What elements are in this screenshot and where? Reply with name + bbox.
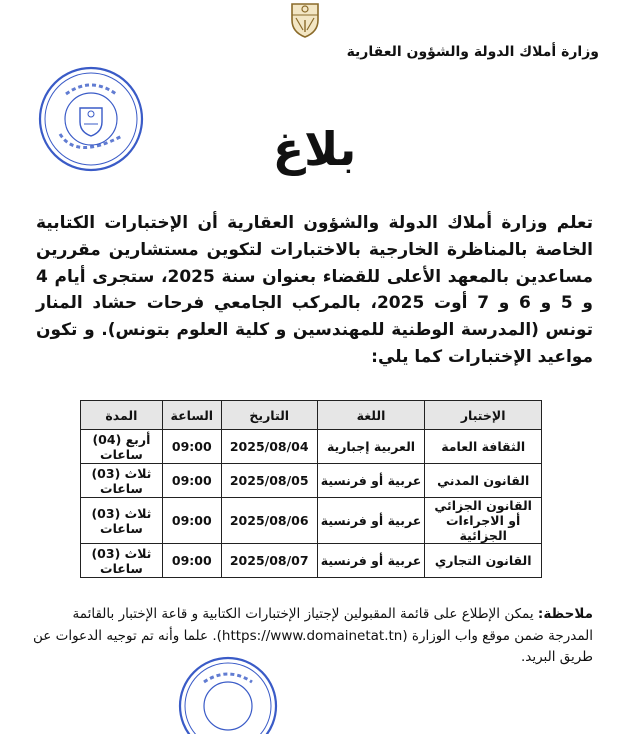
cell-language: عربية أو فرنسية xyxy=(317,464,425,498)
tunisia-coat-of-arms-icon xyxy=(288,0,322,38)
cell-duration: أربع (04) ساعات xyxy=(81,430,163,464)
note-text: يمكن الإطلاع على قائمة المقبولين لإجتياز الإختبارات الكتابية و قاعة الإختبار بالقائمة المدرجة ضمن موقع واب الوزارة (https://www.domainetat.tn). علما وأنه تم توجيه الدعوات عن طريق البريد. xyxy=(32,606,593,665)
ministry-name: وزارة أملاك الدولة والشؤون العقارية xyxy=(346,44,599,60)
cell-time: 09:00 xyxy=(162,544,221,578)
cell-date: 2025/08/07 xyxy=(221,544,317,578)
cell-language: عربية أو فرنسية xyxy=(317,498,425,544)
cell-exam: الثقافة العامة xyxy=(425,430,542,464)
cell-date: 2025/08/05 xyxy=(221,464,317,498)
header-duration: المدة xyxy=(81,401,163,430)
announcement-paragraph: تعلم وزارة أملاك الدولة والشؤون العقارية أن الإختبارات الكتابية الخاصة بالمناظرة الخارجية بالاختبارات لتكوين مستشارين مقررين مساعدين بالمعهد الأعلى للقضاء بعنوان سنة 2025، ستجرى أيام 4 و 5 و 6 و 7 أوت 2025، بالمركب الجامعي فرحات حشاد المنار تونس (المدرسة الوطنية للمهندسين و كلية العلوم بتونس). و تكون مواعيد الإختبارات كما يلي: xyxy=(36,213,593,367)
cell-exam: القانون المدني xyxy=(425,464,542,498)
header-exam: الإختبار xyxy=(425,401,542,430)
cell-duration: ثلاث (03) ساعات xyxy=(81,464,163,498)
note-label: ملاحظة: xyxy=(537,606,593,622)
cell-language: عربية أو فرنسية xyxy=(317,544,425,578)
page-title: بلاغ xyxy=(272,122,357,176)
cell-date: 2025/08/06 xyxy=(221,498,317,544)
cell-time: 09:00 xyxy=(162,498,221,544)
header-time: الساعة xyxy=(162,401,221,430)
header-date: التاريخ xyxy=(221,401,317,430)
note xyxy=(32,604,593,669)
table-row xyxy=(81,464,542,498)
cell-duration: ثلاث (03) ساعات xyxy=(81,498,163,544)
cell-duration: ثلاث (03) ساعات xyxy=(81,544,163,578)
cell-language: العربية إجبارية xyxy=(317,430,425,464)
exam-schedule-table xyxy=(80,400,542,578)
table-row xyxy=(81,544,542,578)
header-language: اللغة xyxy=(317,401,425,430)
table-row xyxy=(81,430,542,464)
cell-exam: القانون الجزائي أو الاجراءات الجزائية xyxy=(425,498,542,544)
cell-time: 09:00 xyxy=(162,464,221,498)
table-header-row xyxy=(81,401,542,430)
cell-exam: القانون التجاري xyxy=(425,544,542,578)
table-row xyxy=(81,498,542,544)
cell-date: 2025/08/04 xyxy=(221,430,317,464)
cell-time: 09:00 xyxy=(162,430,221,464)
